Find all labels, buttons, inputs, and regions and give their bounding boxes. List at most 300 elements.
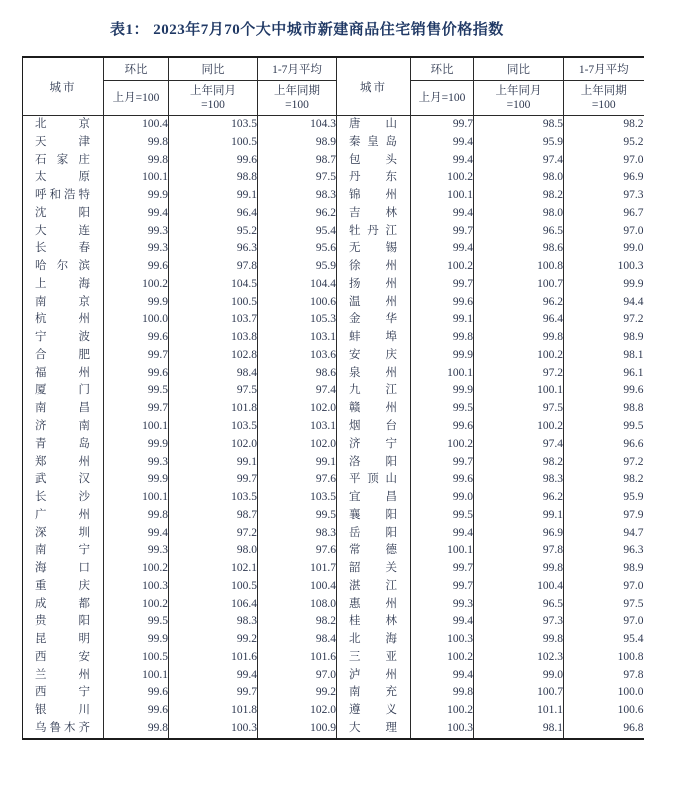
mom-value: 100.1 [104, 489, 169, 507]
table-row [23, 311, 644, 329]
mom-value: 99.8 [104, 720, 169, 739]
mom-value: 99.5 [104, 613, 169, 631]
table-row [23, 347, 644, 365]
city-name: 金华 [349, 313, 397, 326]
city-cell-left [23, 720, 104, 739]
mom-value: 100.1 [104, 418, 169, 436]
header-avg-left: 1-7月平均 [258, 57, 337, 81]
city-cell-right [337, 116, 411, 134]
mom-value: 99.6 [411, 471, 474, 489]
table-row [23, 134, 644, 152]
city-name: 厦门 [35, 384, 90, 397]
city-name: 兰州 [35, 668, 90, 681]
yoy-value: 96.3 [169, 240, 258, 258]
city-cell-left [23, 453, 104, 471]
avg-value: 98.2 [623, 118, 644, 130]
yoy-value: 98.1 [474, 720, 564, 739]
yoy-value: 100.5 [169, 294, 258, 312]
city-cell-right [337, 151, 411, 169]
yoy-value: 99.1 [474, 507, 564, 525]
yoy-value: 98.7 [169, 507, 258, 525]
yoy-value: 102.0 [169, 436, 258, 454]
city-name: 南宁 [35, 544, 90, 557]
city-cell-right [337, 205, 411, 223]
city-cell-right [337, 702, 411, 720]
avg-value: 95.9 [258, 258, 337, 276]
city-cell-right [337, 489, 411, 507]
yoy-value: 97.2 [474, 365, 564, 383]
avg-value: 95.9 [623, 491, 644, 504]
yoy-value: 97.8 [169, 258, 258, 276]
mom-value: 99.9 [104, 294, 169, 312]
city-cell-left [23, 436, 104, 454]
avg-value: 98.9 [258, 134, 337, 152]
city-name: 上海 [35, 277, 90, 290]
city-cell-right [337, 436, 411, 454]
avg-value: 96.9 [623, 171, 644, 184]
avg-value: 96.6 [623, 437, 644, 450]
avg-value: 98.2 [623, 473, 644, 486]
mom-value: 99.4 [104, 205, 169, 223]
city-name: 扬州 [349, 277, 397, 290]
yoy-value: 99.8 [474, 329, 564, 347]
city-name: 合肥 [35, 348, 90, 361]
table-row [23, 294, 644, 312]
city-name: 常德 [349, 544, 397, 557]
city-cell-right [337, 294, 411, 312]
city-cell-right [337, 240, 411, 258]
yoy-value: 96.9 [474, 525, 564, 543]
yoy-value: 103.5 [169, 418, 258, 436]
avg-value: 97.0 [623, 615, 644, 628]
city-name: 泸州 [349, 668, 397, 681]
city-cell-left [23, 471, 104, 489]
city-name: 南昌 [35, 402, 90, 415]
avg-value: 98.2 [258, 613, 337, 631]
mom-value: 99.9 [104, 471, 169, 489]
avg-value: 97.0 [258, 667, 337, 685]
city-name: 烟台 [349, 419, 397, 432]
city-name: 宁波 [35, 331, 90, 344]
table-row [23, 613, 644, 631]
avg-value: 98.7 [258, 151, 337, 169]
mom-value: 99.6 [104, 329, 169, 347]
yoy-value: 103.7 [169, 311, 258, 329]
mom-value: 99.4 [411, 134, 474, 152]
table-row [23, 276, 644, 294]
mom-value: 99.6 [411, 418, 474, 436]
yoy-value: 98.3 [169, 613, 258, 631]
yoy-value: 98.5 [474, 116, 564, 134]
avg-value: 97.2 [623, 455, 644, 468]
city-cell-left [23, 276, 104, 294]
mom-value: 100.2 [411, 649, 474, 667]
avg-value: 97.9 [623, 508, 644, 521]
avg-value: 108.0 [258, 596, 337, 614]
city-name: 重庆 [35, 579, 90, 592]
city-name: 乌鲁木齐 [35, 721, 90, 734]
city-name: 太原 [35, 171, 90, 184]
avg-value: 104.3 [258, 116, 337, 134]
city-cell-right [337, 560, 411, 578]
city-name: 秦皇岛 [349, 135, 397, 148]
avg-value: 95.6 [258, 240, 337, 258]
city-cell-right [337, 613, 411, 631]
mom-value: 99.1 [411, 311, 474, 329]
mom-value: 99.7 [411, 116, 474, 134]
yoy-value: 99.8 [474, 560, 564, 578]
avg-value: 99.5 [623, 419, 644, 432]
city-name: 桂林 [349, 615, 397, 628]
city-cell-right [337, 631, 411, 649]
city-name: 深圳 [35, 526, 90, 539]
table-body [23, 116, 644, 739]
city-cell-right [337, 311, 411, 329]
table-row [23, 684, 644, 702]
yoy-value: 98.2 [474, 453, 564, 471]
city-name: 呼和浩特 [35, 189, 90, 202]
mom-value: 100.3 [411, 720, 474, 739]
mom-value: 99.7 [104, 400, 169, 418]
table-row [23, 702, 644, 720]
city-name: 泉州 [349, 366, 397, 379]
avg-value: 96.3 [623, 544, 644, 557]
mom-value: 99.8 [104, 507, 169, 525]
mom-value: 99.6 [104, 702, 169, 720]
mom-value: 99.9 [104, 631, 169, 649]
yoy-value: 98.2 [474, 187, 564, 205]
yoy-value: 102.3 [474, 649, 564, 667]
avg-value: 98.6 [258, 365, 337, 383]
city-cell-right [337, 578, 411, 596]
avg-value: 98.9 [623, 331, 644, 344]
mom-value: 100.5 [104, 649, 169, 667]
yoy-value: 96.4 [474, 311, 564, 329]
city-name: 蚌埠 [349, 331, 397, 344]
city-name: 唐山 [349, 118, 397, 130]
yoy-value: 97.4 [474, 436, 564, 454]
table-row [23, 667, 644, 685]
avg-value: 99.2 [258, 684, 337, 702]
avg-value: 94.7 [623, 526, 644, 539]
avg-value: 97.2 [623, 313, 644, 326]
yoy-value: 95.9 [474, 134, 564, 152]
avg-value: 98.3 [258, 525, 337, 543]
yoy-value: 100.1 [474, 382, 564, 400]
city-name: 包头 [349, 153, 397, 166]
table-title: 表1： 2023年7月70个大中城市新建商品住宅销售价格指数 [110, 22, 504, 38]
city-name: 平顶山 [349, 473, 397, 486]
table-row [23, 240, 644, 258]
table-row [23, 400, 644, 418]
city-cell-left [23, 418, 104, 436]
mom-value: 99.0 [411, 489, 474, 507]
yoy-value: 100.2 [474, 347, 564, 365]
city-name: 三亚 [349, 650, 397, 663]
yoy-value: 100.5 [169, 578, 258, 596]
yoy-value: 96.2 [474, 489, 564, 507]
mom-value: 99.4 [411, 240, 474, 258]
city-cell-left [23, 187, 104, 205]
yoy-value: 98.4 [169, 365, 258, 383]
avg-value: 102.0 [258, 702, 337, 720]
city-name: 天津 [35, 135, 90, 148]
city-cell-left [23, 365, 104, 383]
avg-value: 96.8 [623, 721, 644, 734]
city-cell-left [23, 382, 104, 400]
city-cell-left [23, 631, 104, 649]
yoy-value: 99.2 [169, 631, 258, 649]
avg-value: 97.3 [623, 189, 644, 202]
mom-value: 99.6 [104, 684, 169, 702]
mom-value: 99.7 [411, 223, 474, 241]
avg-value: 100.3 [617, 260, 644, 273]
city-cell-right [337, 542, 411, 560]
city-name: 北京 [35, 118, 90, 130]
yoy-value: 100.8 [474, 258, 564, 276]
yoy-value: 106.4 [169, 596, 258, 614]
header-city-right: 城市 [337, 57, 411, 116]
mom-value: 100.3 [411, 631, 474, 649]
city-name: 宜昌 [349, 491, 397, 504]
city-cell-right [337, 258, 411, 276]
city-cell-left [23, 347, 104, 365]
yoy-value: 101.8 [169, 400, 258, 418]
city-name: 济宁 [349, 437, 397, 450]
table-row [23, 258, 644, 276]
avg-value: 98.4 [258, 631, 337, 649]
city-cell-left [23, 294, 104, 312]
avg-value: 97.0 [623, 224, 644, 237]
city-cell-right [337, 649, 411, 667]
yoy-value: 99.8 [474, 631, 564, 649]
mom-value: 99.8 [104, 151, 169, 169]
avg-value: 103.1 [258, 418, 337, 436]
yoy-value: 97.5 [169, 382, 258, 400]
city-cell-right [337, 525, 411, 543]
yoy-value: 97.8 [474, 542, 564, 560]
city-cell-right [337, 169, 411, 187]
avg-value: 100.6 [258, 294, 337, 312]
yoy-value: 100.5 [169, 134, 258, 152]
city-cell-right [337, 347, 411, 365]
city-name: 济南 [35, 419, 90, 432]
avg-value: 99.6 [623, 384, 644, 397]
mom-value: 99.5 [104, 382, 169, 400]
header-avg-right: 1-7月平均 [564, 57, 644, 81]
city-cell-left [23, 684, 104, 702]
city-cell-left [23, 507, 104, 525]
city-name: 贵阳 [35, 615, 90, 628]
avg-value: 94.4 [623, 295, 644, 308]
table-row [23, 116, 644, 134]
city-name: 安庆 [349, 348, 397, 361]
city-cell-left [23, 613, 104, 631]
yoy-value: 99.4 [169, 667, 258, 685]
city-name: 岳阳 [349, 526, 397, 539]
city-cell-left [23, 560, 104, 578]
avg-value: 96.1 [623, 366, 644, 379]
avg-value: 100.0 [617, 686, 644, 699]
yoy-value: 102.8 [169, 347, 258, 365]
mom-value: 99.4 [411, 151, 474, 169]
mom-value: 100.0 [104, 311, 169, 329]
avg-value: 103.6 [258, 347, 337, 365]
city-name: 海口 [35, 562, 90, 575]
table-row [23, 525, 644, 543]
table-row [23, 187, 644, 205]
avg-value: 105.3 [258, 311, 337, 329]
table-header [23, 57, 644, 116]
table-row [23, 471, 644, 489]
yoy-value: 97.4 [474, 151, 564, 169]
avg-value: 98.9 [623, 562, 644, 575]
subheader-yoy-left: 上年同月 =100 [169, 81, 258, 116]
yoy-value: 102.1 [169, 560, 258, 578]
subheader-avg-left: 上年同期 =100 [258, 81, 337, 116]
mom-value: 99.9 [411, 382, 474, 400]
yoy-value: 99.1 [169, 453, 258, 471]
avg-value: 98.3 [258, 187, 337, 205]
city-name: 襄阳 [349, 508, 397, 521]
city-name: 温州 [349, 295, 397, 308]
city-cell-left [23, 702, 104, 720]
city-name: 洛阳 [349, 455, 397, 468]
mom-value: 100.2 [411, 258, 474, 276]
city-name: 锦州 [349, 189, 397, 202]
table-row [23, 596, 644, 614]
avg-value: 97.6 [258, 542, 337, 560]
city-name: 吉林 [349, 206, 397, 219]
mom-value: 100.2 [411, 436, 474, 454]
city-name: 福州 [35, 366, 90, 379]
mom-value: 100.3 [104, 578, 169, 596]
avg-value: 96.2 [258, 205, 337, 223]
mom-value: 99.3 [104, 542, 169, 560]
yoy-value: 96.2 [474, 294, 564, 312]
city-name: 广州 [35, 508, 90, 521]
city-cell-right [337, 418, 411, 436]
mom-value: 100.2 [411, 702, 474, 720]
city-name: 赣州 [349, 402, 397, 415]
yoy-value: 99.1 [169, 187, 258, 205]
avg-value: 104.4 [258, 276, 337, 294]
city-cell-left [23, 667, 104, 685]
mom-value: 99.3 [104, 223, 169, 241]
city-name: 石家庄 [35, 153, 90, 166]
city-cell-left [23, 596, 104, 614]
yoy-value: 100.2 [474, 418, 564, 436]
mom-value: 99.6 [104, 365, 169, 383]
table-row [23, 631, 644, 649]
yoy-value: 95.2 [169, 223, 258, 241]
subheader-mom-left: 上月=100 [104, 81, 169, 116]
city-name: 成都 [35, 597, 90, 610]
city-cell-left [23, 169, 104, 187]
avg-value: 98.1 [623, 348, 644, 361]
yoy-value: 97.2 [169, 525, 258, 543]
city-cell-right [337, 453, 411, 471]
table-row [23, 205, 644, 223]
city-name: 丹东 [349, 171, 397, 184]
yoy-value: 101.6 [169, 649, 258, 667]
city-cell-left [23, 329, 104, 347]
avg-value: 101.7 [258, 560, 337, 578]
city-cell-left [23, 649, 104, 667]
mom-value: 99.4 [411, 525, 474, 543]
table-row [23, 436, 644, 454]
avg-value: 99.5 [258, 507, 337, 525]
table-row [23, 649, 644, 667]
yoy-value: 99.0 [474, 667, 564, 685]
mom-value: 99.7 [411, 453, 474, 471]
avg-value: 97.5 [258, 169, 337, 187]
city-name: 南京 [35, 295, 90, 308]
city-name: 无锡 [349, 242, 397, 255]
table-row [23, 223, 644, 241]
city-name: 沈阳 [35, 206, 90, 219]
city-cell-left [23, 525, 104, 543]
yoy-value: 101.8 [169, 702, 258, 720]
mom-value: 100.2 [104, 596, 169, 614]
city-cell-right [337, 187, 411, 205]
mom-value: 99.5 [411, 400, 474, 418]
city-name: 银川 [35, 704, 90, 717]
avg-value: 101.6 [258, 649, 337, 667]
avg-value: 99.0 [623, 242, 644, 255]
city-name: 九江 [349, 384, 397, 397]
header-city-left: 城市 [23, 57, 104, 116]
avg-value: 102.0 [258, 400, 337, 418]
mom-value: 100.2 [104, 560, 169, 578]
city-name: 青岛 [35, 437, 90, 450]
avg-value: 97.6 [258, 471, 337, 489]
city-cell-right [337, 382, 411, 400]
city-cell-right [337, 365, 411, 383]
city-name: 长春 [35, 242, 90, 255]
city-cell-left [23, 258, 104, 276]
yoy-value: 98.0 [169, 542, 258, 560]
city-cell-right [337, 329, 411, 347]
mom-value: 99.6 [411, 294, 474, 312]
yoy-value: 98.8 [169, 169, 258, 187]
mom-value: 100.4 [104, 116, 169, 134]
city-name: 杭州 [35, 313, 90, 326]
yoy-value: 101.1 [474, 702, 564, 720]
price-index-table [22, 56, 644, 740]
avg-value: 97.8 [623, 668, 644, 681]
mom-value: 99.9 [104, 436, 169, 454]
city-name: 韶关 [349, 562, 397, 575]
city-cell-left [23, 116, 104, 134]
city-cell-right [337, 276, 411, 294]
table-row [23, 329, 644, 347]
avg-value: 96.7 [623, 206, 644, 219]
yoy-value: 96.5 [474, 223, 564, 241]
city-name: 西宁 [35, 686, 90, 699]
mom-value: 99.3 [104, 453, 169, 471]
yoy-value: 96.5 [474, 596, 564, 614]
city-cell-right [337, 471, 411, 489]
city-name: 武汉 [35, 473, 90, 486]
city-name: 昆明 [35, 633, 90, 646]
mom-value: 99.8 [104, 134, 169, 152]
city-cell-right [337, 400, 411, 418]
table-row [23, 453, 644, 471]
city-name: 郑州 [35, 455, 90, 468]
yoy-value: 99.7 [169, 471, 258, 489]
avg-value: 95.4 [258, 223, 337, 241]
